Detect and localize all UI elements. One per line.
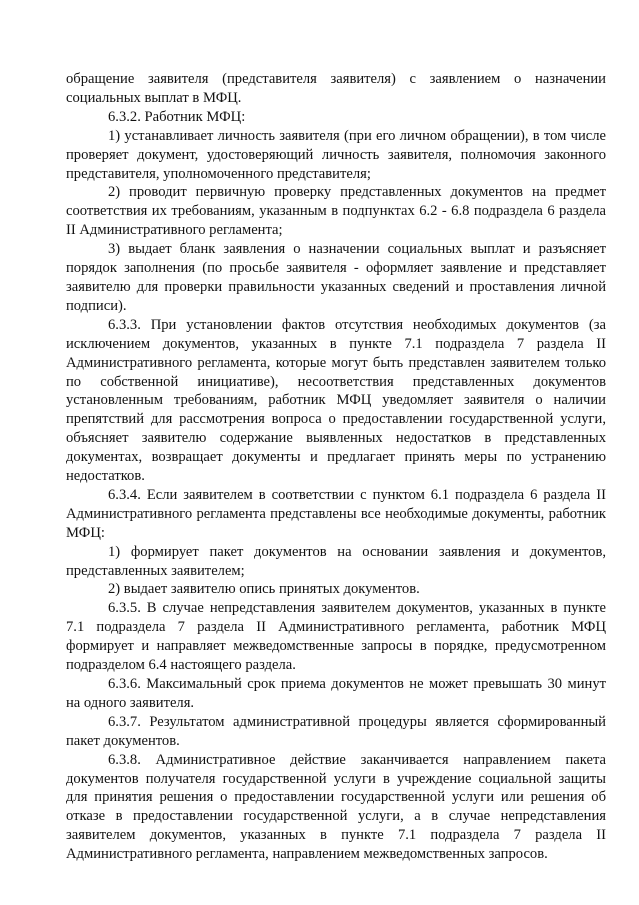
paragraph: 1) устанавливает личность заявителя (при его личном обращении), в том числе проверяет документ, удостоверяющий личность заявителя, полномочия законного представителя, уполномоченного представителя; — [66, 127, 606, 182]
paragraph: 3) выдает бланк заявления о назначении социальных выплат и разъясняет порядок заполнения (по просьбе заявителя - оформляет заявление и представляет заявителю для проверки правильности указанных сведений и проставления личной подписи). — [66, 241, 606, 314]
paragraph: 6.3.8. Административное действие заканчивается направлением пакета документов получателя государственной услуги в учреждение социальной защиты для принятия решения о предоставлении государственной услуги или решения об отказе в предоставлении государственной услуги, а в случае непредставления заявителем документов, указанных в пункте 7.1 подраздела 7 раздела II Административного регламента, направлением межведомственных запросов. — [66, 751, 606, 863]
paragraph: обращение заявителя (представителя заявителя) с заявлением о назначении социальных выплат в МФЦ. — [66, 71, 606, 106]
paragraph: 1) формирует пакет документов на основании заявления и документов, представленных заявителем; — [66, 543, 606, 579]
paragraph: 6.3.2. Работник МФЦ: — [108, 108, 246, 125]
paragraph: 2) выдает заявителю опись принятых документов. — [108, 581, 420, 598]
paragraph: 6.3.5. В случае непредставления заявителем документов, указанных в пункте 7.1 подраздела 7 раздела II Административного регламента, работник МФЦ формирует и направляет межведомственные запросы в порядке, предусмотренном подразделом 6.4 настоящего раздела. — [66, 600, 606, 674]
paragraph: 6.3.4. Если заявителем в соответствии с пунктом 6.1 подраздела 6 раздела II Административного регламента представлены все необходимые документы, работник МФЦ: — [66, 486, 606, 541]
paragraph: 2) проводит первичную проверку представленных документов на предмет соответствия их требованиям, указанным в подпунктах 6.2 - 6.8 подраздела 6 раздела II Административного регламента; — [66, 184, 606, 239]
paragraph: 6.3.7. Результатом административной процедуры является сформированный пакет документов. — [66, 713, 606, 749]
paragraph: 6.3.6. Максимальный срок приема документов не может превышать 30 минут на одного заявителя. — [66, 676, 606, 711]
document-body — [66, 70, 606, 864]
paragraph: 6.3.3. При установлении фактов отсутствия необходимых документов (за исключением документов, указанных в пункте 7.1 подраздела 7 раздела II Административного регламента, которые могут быть представлен заявителем только по собственной инициативе), несоответствия представленных документов установленным требованиям, работник МФЦ уведомляет заявителя о наличии препятствий для рассмотрения вопроса о предоставлении государственной услуги, объясняет заявителю содержание выявленных недостатков в представленных документах, возвращает документы и предлагает принять меры по устранению недостатков. — [66, 316, 606, 485]
